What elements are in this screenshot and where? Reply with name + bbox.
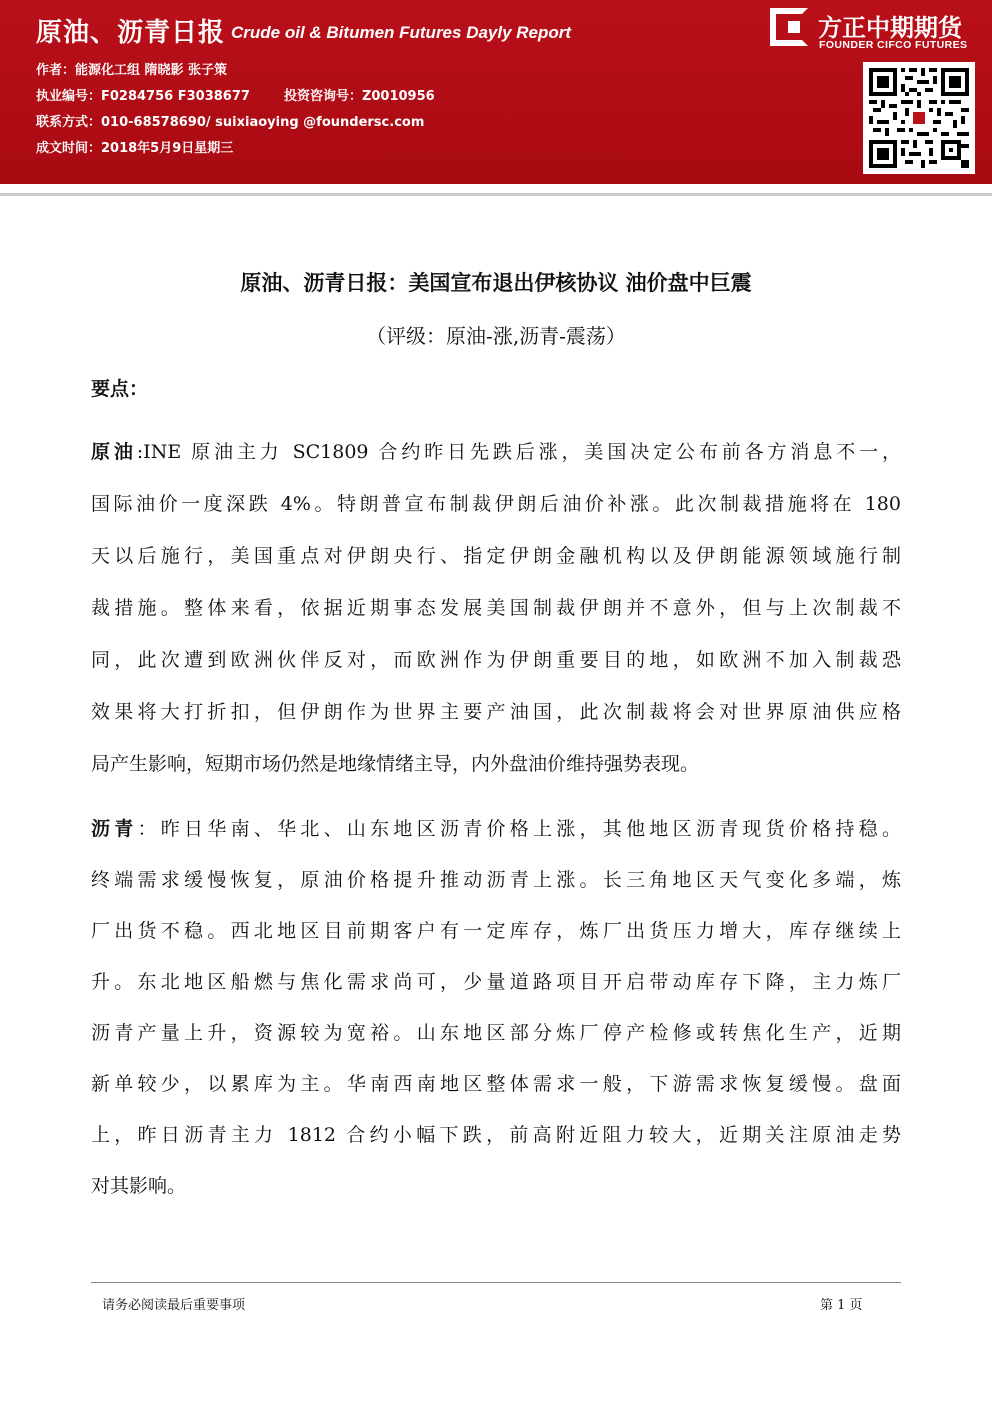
paragraph-line: 裁措施。整体来看，依据近期事态发展美国制裁伊朗并不意外，但与上次制裁不: [91, 597, 901, 619]
footer-divider: [91, 1282, 901, 1283]
paragraph-line: 厂出货不稳。西北地区目前期客户有一定库存，炼厂出货压力增大，库存继续上: [91, 920, 901, 942]
report-date: 成文时间：2018年5月9日星期三: [36, 141, 234, 156]
logo-name-cn: 方正中期期货: [818, 14, 962, 42]
paragraph-line: 新单较少，以累库为主。华南西南地区整体需求一般，下游需求恢复缓慢。盘面: [91, 1073, 901, 1095]
paragraph-line: 国际油价一度深跌 4%。特朗普宣布制裁伊朗后油价补涨。此次制裁措施将在 180: [91, 493, 901, 515]
crude-oil-lead: 原油: [91, 441, 137, 463]
report-header: [0, 0, 992, 182]
report-title-en: Crude oil & Bitumen Futures Dayly Report: [231, 23, 572, 42]
paragraph-line: 沥青：昨日华南、华北、山东地区沥青价格上涨，其他地区沥青现货价格持稳。: [91, 818, 901, 840]
paragraph-line: 效果将大打折扣，但伊朗作为世界主要产油国，此次制裁将会对世界原油供应格: [91, 701, 901, 723]
report-title-cn: 原油、沥青日报: [36, 18, 226, 48]
paragraph-line: 局产生影响，短期市场仍然是地缘情绪主导，内外盘油价维持强势表现。: [91, 753, 700, 775]
logo-mark-icon: [770, 8, 808, 46]
paragraph-line: 终端需求缓慢恢复，原油价格提升推动沥青上涨。长三角地区天气变化多端，炼: [91, 869, 901, 891]
license-info: [36, 85, 435, 104]
key-points-heading: 要点：: [91, 378, 149, 400]
page-number: 第 1 页: [820, 1298, 863, 1313]
authors: 作者：能源化工组 隋晓影 张子策: [36, 63, 228, 78]
logo-name-en: FOUNDER CIFCO FUTURES: [819, 39, 968, 51]
header-divider: [0, 182, 992, 196]
contact-info: 联系方式：010-68578690/ suixiaoying @foundersc.com: [36, 115, 425, 130]
paragraph-line: 上，昨日沥青主力 1812 合约小幅下跌，前高附近阻力较大，近期关注原油走势: [91, 1124, 901, 1146]
paragraph-line: 升。东北地区船燃与焦化需求尚可，少量道路项目开启带动库存下降，主力炼厂: [91, 971, 901, 993]
paragraph-line: 原油:INE 原油主力 SC1809 合约昨日先跌后涨，美国决定公布前各方消息不一，: [91, 441, 901, 463]
paragraph-line: 对其影响。: [91, 1175, 187, 1197]
paragraph-line: 天以后施行，美国重点对伊朗央行、指定伊朗金融机构以及伊朗能源领域施行制: [91, 545, 901, 567]
qr-code-icon: [869, 68, 969, 168]
paragraph-line: 同，此次遭到欧洲伙伴反对，而欧洲作为伊朗重要目的地，如欧洲不加入制裁恐: [91, 649, 901, 671]
company-logo: [770, 8, 982, 54]
rating-line: （评级：原油-涨,沥青-震荡）: [366, 324, 626, 348]
license-number: 执业编号：F0284756 F3038677: [36, 89, 250, 104]
bitumen-lead: 沥青: [91, 818, 138, 840]
document-title: 原油、沥青日报：美国宣布退出伊核协议 油价盘中巨震: [240, 271, 752, 295]
footer-notice: 请务必阅读最后重要事项: [102, 1298, 246, 1313]
paragraph-line: 沥青产量上升，资源较为宽裕。山东地区部分炼厂停产检修或转焦化生产，近期: [91, 1022, 901, 1044]
qr-code: [863, 62, 975, 174]
advisory-number: 投资咨询号：Z0010956: [283, 89, 435, 104]
report-title: [36, 12, 571, 49]
